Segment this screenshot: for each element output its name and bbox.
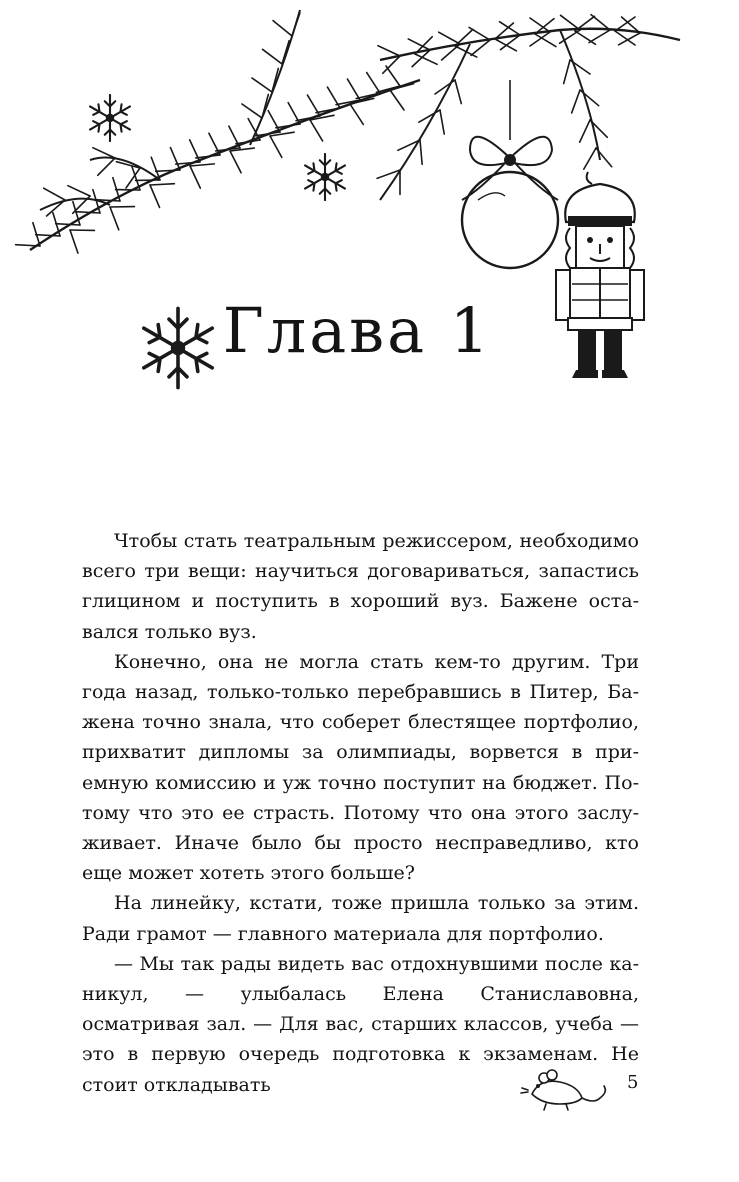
paragraph: На линейку, кстати, тоже пришла только за этим. Ради грамот — главного материала для портфолио.: [82, 892, 639, 945]
paragraph: Конечно, она не могла стать кем-то другим. Три года назад, только-только перебравшись в Питер, Бажена точно знала, что соберет блестящее портфолио, прихватит дипломы за олимпиады, ворвется в приемную комиссию и уж точно поступит на бюджет. Потому что это ее страсть. Потому что она этого заслуживает. Иначе было бы просто несправедливо, кто еще может хотеть этого больше?: [82, 650, 639, 885]
snowflake-icon: [90, 95, 130, 141]
christmas-ornament-icon: [462, 80, 558, 268]
fir-branch-icon: [377, 15, 680, 200]
paragraph: — Мы так рады видеть вас отдохнувшими после каникул, — улыбалась Елена Станиславовна, осматривая зал. — Для вас, старших классов, учеба — это в первую очередь подготовка к экзаменам. Не стоит откладывать: [82, 952, 639, 1096]
page-number: 5: [627, 1072, 639, 1093]
fir-branch-icon: [16, 10, 420, 257]
chapter-title-text: Глава 1: [222, 294, 493, 367]
chapter-body: [82, 526, 639, 1100]
mouse-icon: [520, 1064, 612, 1120]
snowflake-icon: [305, 154, 345, 200]
chapter-title: [0, 294, 739, 367]
paragraph: Чтобы стать театральным режиссером, необходимо всего три вещи: научиться договариваться, запастись глицином и поступить в хороший вуз. Бажене оставался только вуз.: [82, 530, 639, 643]
